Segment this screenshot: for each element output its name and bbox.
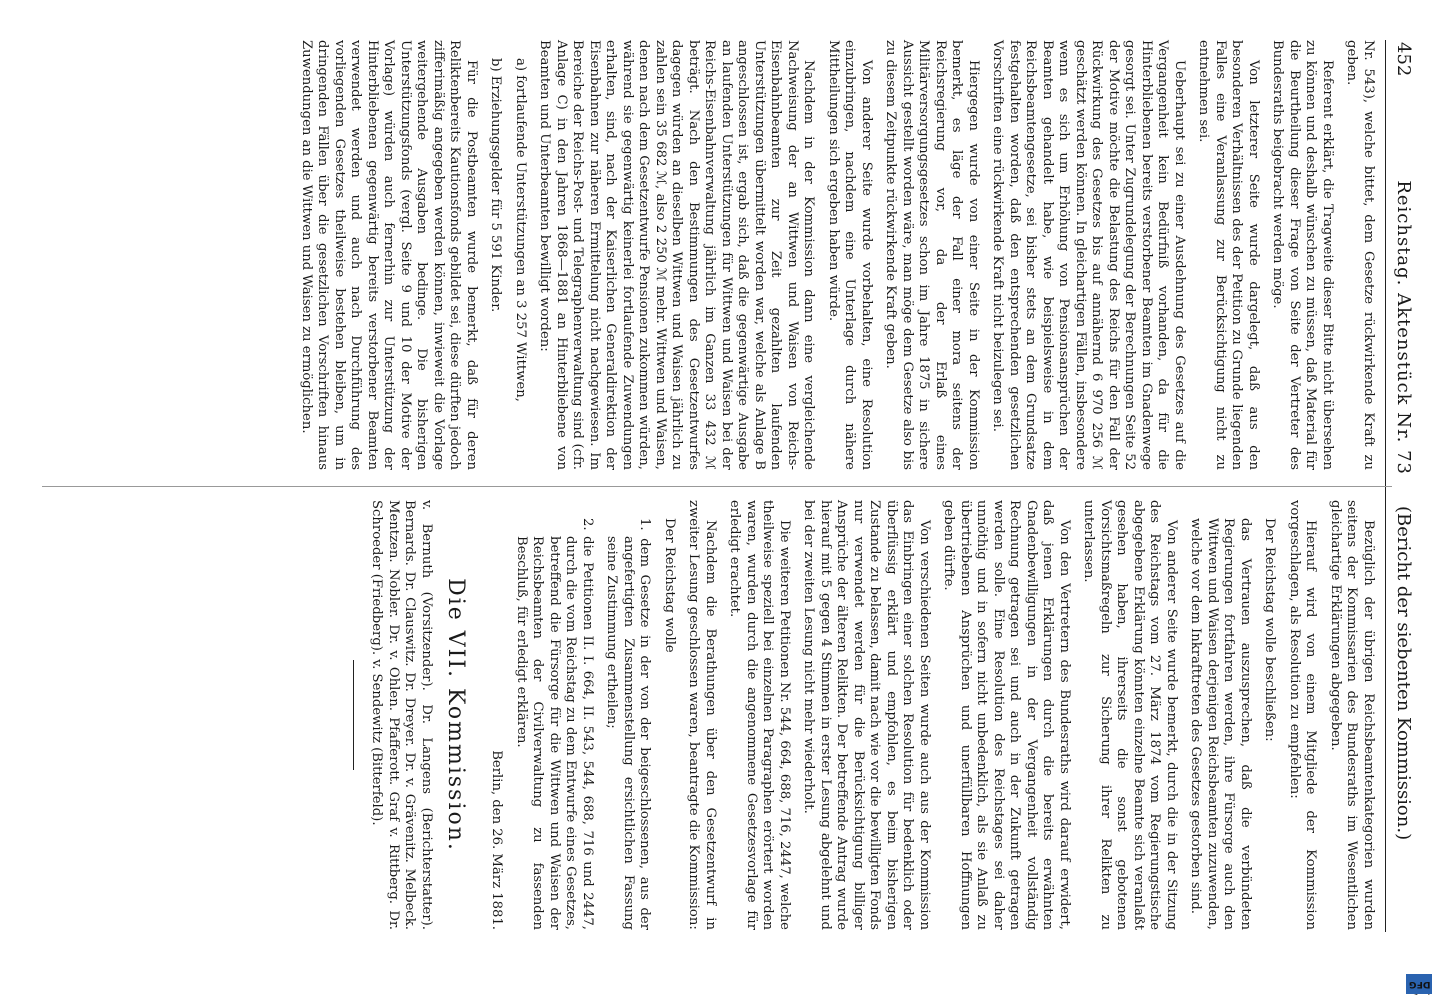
paragraph-gap [981,40,989,470]
paragraph: Nachdem die Berathungen über den Gesetzentwurf in zweiter Lesung geschlossen waren, beantragte die Kommission: [686,500,718,930]
paragraph: a) fortlaufende Unterstützungen an 3 257 Wittwen, [513,58,528,402]
paragraph-gap [1335,40,1343,470]
paragraph: Bezüglich der übrigen Reichsbeamtenkategorien wurden seitens der Kommissarien des Bundesraths im Wesentlichen gleichartige Erklärungen abgegeben. [1328,500,1376,930]
paragraph-gap [480,500,488,930]
paragraph-gap [653,500,661,930]
signature-line: Berlin, den 26. März 1881. [489,750,505,930]
paragraph: 1. dem Gesetze in der von der beigeschlossenen, aus der angefertigten Zusammenstellung ersichtlichen Fassung seine Zustimmung ertheilen; [604,518,653,930]
paragraph-gap [792,500,800,930]
paragraph-gap [528,40,536,470]
closing-rule [353,660,354,770]
header-right-title: (Bericht der siebenten Kommission.) [1393,506,1414,841]
paragraph: 2. die Petitionen II. I. 664, II. 543, 544, 688, 716 und 2447, durch die vom Reichstag zu dem Entwurfe eines Gesetzes, betreffend die Fürsorge für die Wittwen und Waisen der Reichsbeamten der Civilverwaltung zu fassenden Beschluß, für erledigt erklären. [514,518,595,930]
paragraph: Von anderer Seite wurde bemerkt, durch die in der Sitzung des Reichstags vom 27. März 1874 vom Regierungstische abgegebene Erklärung könnten einzelne Beamte sich veranlaßt gesehen haben, ihrerseits die sonst gebotenen Vorsichtsmaßregeln zur Sicherung ihrer Relikten zu unterlassen. [1081,500,1179,930]
paragraph-gap [1278,500,1286,930]
paragraph: Für die Postbeamten wurde bemerkt, daß für deren Reliktenbereits Kautionsfonds gebildet sei, diese dürften jedoch zifferimäßig angegeben werden können, inwieweit die Vorlage weitergehende Ausgaben bedinge. Die bisherigen Unterstützungsfonds (vergl. Seite 9 und 10 der Motive der Vorlage) würden auch fernerhin zur Unterstützung der Hinterbliebenen gegenwärtig bereits verstorbener Beamten verwendet werden und auch nach Durchführung des vorliegenden Gesetzes theilweise bestehen bleiben, um in dringenden Fällen über die gesetzlichen Vorschriften hinaus Zuwendungen an die Wittwen und Waisen zu ermöglichen. [299,40,479,470]
paragraph: das Vertrauen auszusprechen, daß die verbündeten Regierungen fortfahren werden, ihre Fürsorge auch den Wittwen und Waisen derjenigen Reichsbeamten zuzuwenden, welche vor dem Inkrafttreten des Gesetzes gestorben sind. [1188,518,1253,930]
paragraph: Nachdem in der Kommission dann eine vergleichende Nachweisung der an Wittwen und Waisen von Reichs-Eisenbahnbeamten zur Zeit gezahlten laufenden Unterstützungen übermittelt worden war, welche als Anlage B angeschlossen ist, ergab sich, daß die gegenwärtige Ausgabe an laufenden Unterstützungen für Wittwen und Waisen bei der Reichs-Eisenbahnverwaltung jährlich im Ganzen 33 432 ℳ beträgt. Nach den Bestimmungen des Gesetzentwurfes dagegen würden an dieselben Wittwen und Waisen jährlich zu zahlen sein 35 682 ℳ, also 2 250 ℳ mehr. Wittwen und Waisen, denen nach dem Gesetzentwurfe Pensionen zukommen würden, während sie gegenwärtig keinerlei fortlaufende Zuwendungen erhalten, sind, nach der Kaiserlichen Generaldirektion der Eisenbahnen zur näheren Ermittelung nicht nachgewiesen. Im Bereiche der Reichs-Post- und Telegraphenverwaltung sind (cfr. Anlage C) in den Jahren 1868—1881 an Hinterbliebene von Beamten und Unterbeamten bewilligt worden: [537,40,817,470]
paragraph-gap [595,500,603,930]
paragraph: Von letzterer Seite wurde dargelegt, daß aus den besonderen Verhältnissen des der Petition zu Grunde liegenden Falles eine Veranlassung zur Berücksichtigung nicht zu entnehmen sei. [1196,40,1261,470]
paragraph: Ueberhaupt sei zu einer Ausdehnung des Gesetzes auf die Vergangenheit kein Bedürfniß vorhanden, da für die Hinterbliebenen bereits verstorbener Beamten im Gnadenwege gesorgt sei. Unter Zugrundelegung der Berechnungen Seite 52 der Motive möchte die Belastung des Reichs für den Fall der Rückwirkung des Gesetzes bis auf annähernd 6 970 256 ℳ geschätzt werden können. In gleichartigen Fällen, insbesondere wenn es sich um Erhöhung von Pensionsansprüchen der Beamten gehandelt habe, wie beispielsweise in dem Reichsbeamtengesetze, sei bisher stets an dem Grundsatze festgehalten worden, daß den entsprechenden gesetzlichen Vorschriften eine rückwirkende Kraft nicht beizulegen sei. [990,40,1187,471]
paragraph: Hierauf wird von einem Mitgliede der Kommission vorgeschlagen, als Resolution zu empfehlen: [1287,500,1319,930]
left-column [290,40,1377,470]
commission-title: Die VII. Kommission. [443,578,468,852]
paragraph-gap [718,500,726,930]
paragraph: Von verschiedenen Seiten wurde auch aus der Kommission das Einbringen einer solchen Resolution für bedenklich oder überflüssig erklärt und empfohlen, es beim bisherigen Zustande zu belassen, damit nach wie vor die bewilligten Fonds nur verwendet werden für die Berücksichtigung billiger Ansprüche der älteren Relikten. Der betreffende Antrag wurde hierauf mit 5 gegen 4 Stimmen in erster Lesung abgelehnt und bei der zweiten Lesung nicht mehr wiederholt. [801,500,932,930]
paragraph-gap [932,500,940,930]
paragraph-gap [504,40,512,470]
paragraph: Hiergegen wurde von einer Seite in der Kommission bemerkt, es läge der Fall einer mora seitens der Reichsregierung vor, da der Erlaß eines Militärversorgungsgesetzes schon im Jahre 1875 in sichere Aussicht gestellt worden wäre, man möge dem Gesetze also bis zu diesem Zeitpunkte rückwirkende Kraft geben. [883,40,981,470]
paragraph: Von anderer Seite wurde vorbehalten, eine Resolution einzubringen, nachdem eine Unterlage durch nähere Mittheilungen sich ergeben haben würde. [826,40,874,470]
paragraph-gap [677,500,685,930]
commission-members: v. Bernuth (Vorsitzender). Dr. Langens (Berichterstatter). Bernards. Dr. Clauswitz. Dr. Dreyer. Dr. v. Grävenitz. Melbeck. Mentzen. Nobler. Dr. v. Ohlen. Pfafferott. Graf v. Rittberg. Dr. Schroeder (Friedberg). v. Sendewitz (Bitterfeld). [369,500,434,930]
paragraph: Referent erklärt, die Tragweite dieser Bitte nicht übersehen zu können und deshalb wünschen zu müssen, daß Material für die Beurtheilung dieser Frage von Seite der Vertreter des Bundesraths beigebracht werden möge. [1270,40,1335,470]
paragraph-gap [505,500,513,930]
paragraph: Nr. 543), welche bittet, dem Gesetze rückwirkende Kraft zu geben. [1344,40,1376,470]
paragraph-gap [290,40,298,470]
paragraph: Die weiteren Petitionen Nr. 544, 664, 688, 716, 2447, welche theilweise speziell bei einzelnen Paragraphen erörtert worden waren, wurden durch die angenommene Gesetzesvorlage für erledigt erachtet. [727,500,792,930]
page-number: 452 [1393,42,1414,77]
paragraph-gap [1072,500,1080,930]
dfg-logo: DFG [1406,974,1432,994]
paragraph-gap [479,40,487,470]
paragraph-gap [817,40,825,470]
paragraph-gap [1319,500,1327,930]
column-divider [42,486,1392,487]
header-title: Reichstag. Aktenstück Nr. 73 [1393,180,1414,475]
digitization-credit [1409,0,1432,1000]
paragraph-gap [874,40,882,470]
paragraph: Von den Vertretern des Bundesraths wird darauf erwidert, daß jenen Erklärungen durch die bereits erwähnten Gnadenbewilligungen in der Vergangenheit vollständig Rechnung getragen sei und auch in der Zukunft getragen werden solle. Eine Resolution des Reichstages sei daher unnöthig und in sofern nicht unbedenklich, als sie Anlaß zu übertriebenen Ansprüchen und unerfüllbaren Hoffnungen geben dürfte. [941,500,1072,930]
paragraph-gap [1261,40,1269,470]
right-paragraphs [480,500,1376,930]
paragraph: b) Erziehungsgelder für 5 591 Kinder. [488,58,504,313]
right-column [353,500,1376,930]
paragraph: Der Reichstag wolle [662,518,677,653]
paragraph-gap [1253,500,1261,930]
paragraph-gap [1187,40,1195,470]
paragraph-gap [1179,500,1187,930]
paragraph: Der Reichstag wolle beschließen: [1262,518,1278,742]
